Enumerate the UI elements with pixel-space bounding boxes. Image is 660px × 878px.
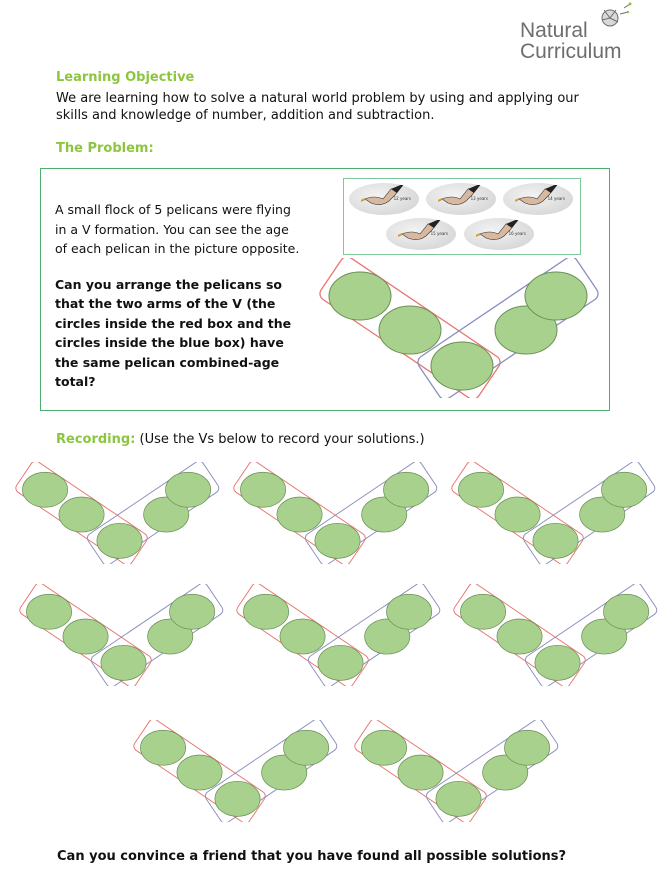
pelican-circle[interactable] — [318, 645, 363, 680]
pelican-egg-5 — [464, 218, 534, 250]
pelican-circle[interactable] — [460, 594, 505, 629]
pelican-circle[interactable] — [436, 781, 481, 816]
pelican-circle[interactable] — [386, 594, 431, 629]
problem-text — [55, 200, 300, 392]
pelican-circle[interactable] — [431, 342, 493, 390]
pelican-circle[interactable] — [504, 730, 549, 765]
pelican-circle[interactable] — [361, 730, 406, 765]
pelican-circle[interactable] — [535, 645, 580, 680]
pelican-circle[interactable] — [383, 472, 428, 507]
pelican-circle[interactable] — [283, 730, 328, 765]
problem-description: A small flock of 5 pelicans were flying in a V formation. You can see the age of each pelican in the picture opposite. — [55, 202, 300, 256]
pelican-circle[interactable] — [140, 730, 185, 765]
objective-text: We are learning how to solve a natural world problem by using and applying our skills and knowledge of number, addition and subtraction. — [56, 91, 579, 123]
pelican-circle[interactable] — [101, 645, 146, 680]
pelican-circle[interactable] — [525, 272, 587, 320]
pelican-egg-3 — [503, 183, 573, 215]
pelican-circle[interactable] — [458, 472, 503, 507]
pelican-age-2: 13 years — [470, 196, 488, 201]
recording-v-formation — [446, 462, 660, 564]
natural-curriculum-logo — [512, 0, 642, 70]
pelican-circle[interactable] — [165, 472, 210, 507]
recording-instruction: (Use the Vs below to record your solutions.) — [139, 432, 425, 447]
pelican-circle[interactable] — [177, 755, 222, 790]
pelican-egg-2 — [426, 183, 496, 215]
final-question: Can you convince a friend that you have found all possible solutions? — [57, 849, 567, 864]
pelican-circle[interactable] — [59, 497, 104, 532]
example-v-formation — [312, 258, 612, 398]
pelican-circle[interactable] — [243, 594, 288, 629]
pelican-circle[interactable] — [398, 755, 443, 790]
recording-v-formation — [448, 584, 660, 686]
pelican-circle[interactable] — [240, 472, 285, 507]
recording-v-formation — [231, 584, 450, 686]
problem-question: Can you arrange the pelicans so that the two arms of the V (the circles inside the red box and the circles inside the blue box) have the same pelican combined-age total? — [55, 276, 292, 389]
pelican-picture — [343, 178, 581, 255]
pelican-egg-4 — [386, 218, 456, 250]
pelican-circle[interactable] — [97, 523, 142, 558]
pelican-age-1: 12 years — [393, 196, 411, 201]
problem-heading: The Problem: — [56, 141, 154, 156]
objective-heading: Learning Objective — [56, 70, 195, 85]
pelican-age-5: 16 years — [508, 231, 526, 236]
pelican-circle[interactable] — [280, 619, 325, 654]
pelican-circle[interactable] — [315, 523, 360, 558]
recording-line — [56, 431, 425, 448]
recording-v-formation — [10, 462, 229, 564]
pelican-circle[interactable] — [497, 619, 542, 654]
pelican-circle[interactable] — [495, 497, 540, 532]
pelican-circle[interactable] — [379, 306, 441, 354]
pelican-age-4: 15 years — [430, 231, 448, 236]
pelican-circle[interactable] — [26, 594, 71, 629]
pelican-age-3: 14 years — [547, 196, 565, 201]
recording-v-formation — [349, 720, 568, 822]
pelican-circle[interactable] — [533, 523, 578, 558]
pelican-circle[interactable] — [601, 472, 646, 507]
recording-v-formation — [128, 720, 347, 822]
pelican-circle[interactable] — [63, 619, 108, 654]
recording-label: Recording: — [56, 432, 136, 447]
recording-v-formation — [14, 584, 233, 686]
pelican-circle[interactable] — [603, 594, 648, 629]
pelican-circle[interactable] — [329, 272, 391, 320]
pelican-egg-1 — [349, 183, 419, 215]
pelican-circle[interactable] — [169, 594, 214, 629]
pelican-circle[interactable] — [22, 472, 67, 507]
pelican-circle[interactable] — [277, 497, 322, 532]
logo-line-2: Curriculum — [520, 40, 622, 63]
recording-v-formation — [228, 462, 447, 564]
logo-line-1: Natural — [520, 19, 588, 42]
pelican-circle[interactable] — [215, 781, 260, 816]
